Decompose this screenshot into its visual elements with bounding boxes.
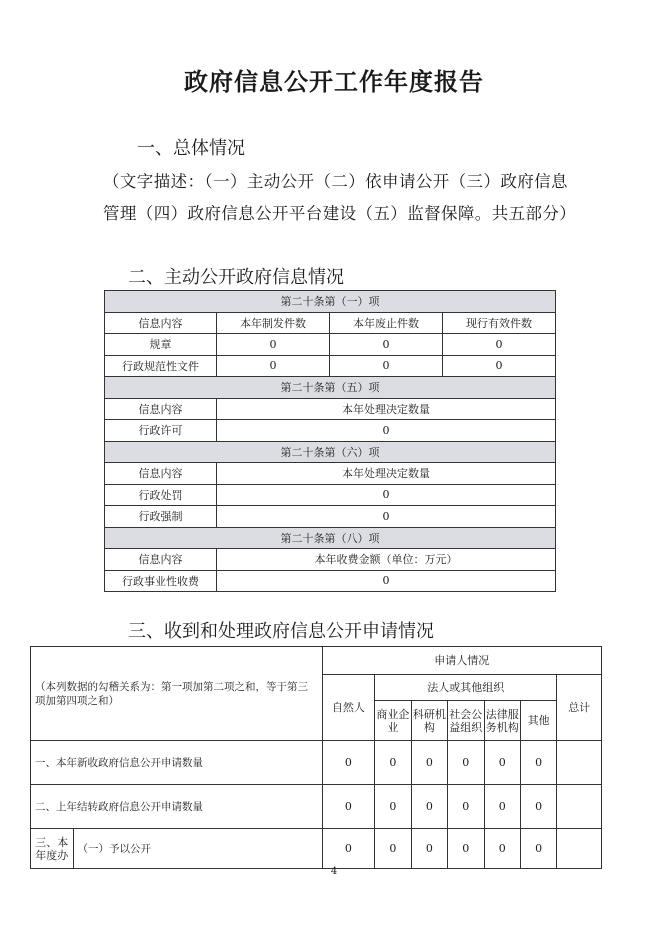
natural-person-header: 自然人 xyxy=(322,675,375,741)
value-cell: 0 xyxy=(375,741,411,785)
table-row xyxy=(31,829,602,869)
table-row xyxy=(105,334,556,356)
table-section-row xyxy=(105,377,556,399)
section-heading-overview: 一、总体情况 xyxy=(137,138,245,159)
row-label: 行政强制 xyxy=(105,506,217,528)
value-cell: 0 xyxy=(520,741,556,785)
table-row xyxy=(105,420,556,442)
overview-text: （文字描述：（一）主动公开（二）依申请公开（三）政府信息管理（四）政府信息公开平台建设（五）监督保障。共五部分） xyxy=(103,172,577,223)
value-cell: 0 xyxy=(330,334,443,356)
value-cell: 0 xyxy=(322,829,375,869)
value-cell: 0 xyxy=(322,785,375,829)
table-section-row xyxy=(105,441,556,463)
value-cell: 0 xyxy=(443,334,556,356)
table-row xyxy=(105,484,556,506)
section-title-article-20-1: 第二十条第（一）项 xyxy=(105,291,556,313)
value-cell: 0 xyxy=(520,785,556,829)
value-cell: 0 xyxy=(448,829,484,869)
header-cell: 信息内容 xyxy=(105,312,217,334)
table-row xyxy=(31,741,602,785)
row-label: 行政规范性文件 xyxy=(105,355,217,377)
value-cell: 0 xyxy=(217,506,556,528)
header-cell: 本年制发件数 xyxy=(217,312,330,334)
header-cell: 信息内容 xyxy=(105,398,217,420)
value-cell: 0 xyxy=(375,785,411,829)
applications-table xyxy=(30,646,602,869)
header-cell: 其他 xyxy=(520,701,556,741)
value-cell: 0 xyxy=(443,355,556,377)
table-header-row xyxy=(105,398,556,420)
section-title-article-20-5: 第二十条第（五）项 xyxy=(105,377,556,399)
value-cell xyxy=(557,829,602,869)
table-header-row xyxy=(31,647,602,675)
row-label: 二、上年结转政府信息公开申请数量 xyxy=(31,785,323,829)
row-label: 行政事业性收费 xyxy=(105,570,217,592)
value-cell: 0 xyxy=(217,334,330,356)
section-title-article-20-6: 第二十条第（六）项 xyxy=(105,441,556,463)
table-header-row xyxy=(105,312,556,334)
header-cell: 商业企业 xyxy=(375,701,411,741)
value-cell: 0 xyxy=(484,785,520,829)
table-header-row xyxy=(105,549,556,571)
value-cell: 0 xyxy=(484,829,520,869)
header-cell: 法律服务机构 xyxy=(484,701,520,741)
applicant-header: 申请人情况 xyxy=(322,647,601,675)
row-label: 规章 xyxy=(105,334,217,356)
row-label: （一）予以公开 xyxy=(73,829,322,869)
table-description: （本列数据的勾稽关系为：第一项加第二项之和，等于第三项加第四项之和） xyxy=(31,647,323,741)
table-row xyxy=(105,506,556,528)
header-cell: 现行有效件数 xyxy=(443,312,556,334)
header-cell: 信息内容 xyxy=(105,463,217,485)
row-label: 行政处罚 xyxy=(105,484,217,506)
value-cell: 0 xyxy=(411,829,447,869)
table-section-row xyxy=(105,527,556,549)
value-cell: 0 xyxy=(448,741,484,785)
value-cell: 0 xyxy=(484,741,520,785)
section-heading-proactive-disclosure: 二、主动公开政府信息情况 xyxy=(128,267,344,288)
value-cell: 0 xyxy=(448,785,484,829)
table-row xyxy=(105,570,556,592)
value-cell: 0 xyxy=(217,570,556,592)
value-cell: 0 xyxy=(520,829,556,869)
section-heading-applications: 三、收到和处理政府信息公开申请情况 xyxy=(128,621,434,642)
header-cell: 本年处理决定数量 xyxy=(217,463,556,485)
row-group-label: 三、本年度办 xyxy=(31,829,74,869)
page-title: 政府信息公开工作年度报告 xyxy=(184,67,484,96)
proactive-disclosure-table xyxy=(104,290,556,592)
value-cell: 0 xyxy=(217,484,556,506)
header-cell: 本年废止件数 xyxy=(330,312,443,334)
table-row xyxy=(31,785,602,829)
value-cell: 0 xyxy=(217,355,330,377)
header-cell: 本年处理决定数量 xyxy=(217,398,556,420)
header-cell: 信息内容 xyxy=(105,549,217,571)
legal-entity-header: 法人或其他组织 xyxy=(375,675,557,701)
value-cell: 0 xyxy=(322,741,375,785)
value-cell xyxy=(557,741,602,785)
value-cell: 0 xyxy=(330,355,443,377)
page-number: 4 xyxy=(330,866,338,877)
value-cell: 0 xyxy=(411,741,447,785)
header-cell: 科研机构 xyxy=(411,701,447,741)
row-label: 行政许可 xyxy=(105,420,217,442)
row-label: 一、本年新收政府信息公开申请数量 xyxy=(31,741,323,785)
value-cell: 0 xyxy=(375,829,411,869)
value-cell: 0 xyxy=(217,420,556,442)
table-row xyxy=(105,355,556,377)
section-title-article-20-8: 第二十条第（八）项 xyxy=(105,527,556,549)
table-section-row xyxy=(105,291,556,313)
table-header-row xyxy=(105,463,556,485)
header-cell: 社会公益组织 xyxy=(448,701,484,741)
value-cell xyxy=(557,785,602,829)
header-cell: 本年收费金额（单位：万元） xyxy=(217,549,556,571)
value-cell: 0 xyxy=(411,785,447,829)
total-header: 总计 xyxy=(557,675,602,741)
